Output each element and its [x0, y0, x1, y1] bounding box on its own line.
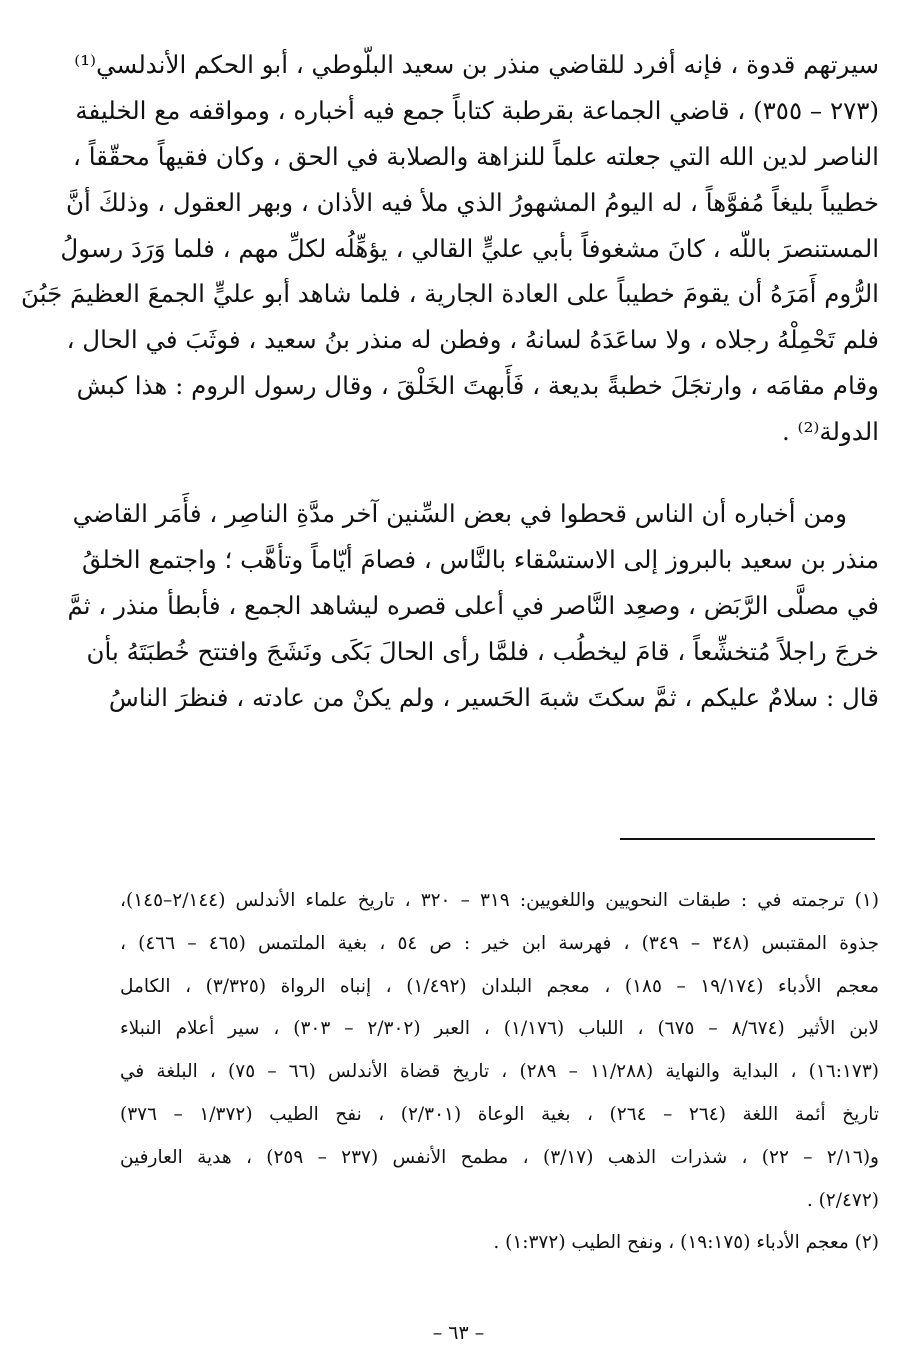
paragraph-2	[67, 491, 879, 720]
footnote-line: (٢) معجم الأدباء (١٩:١٧٥) ، ونفح الطيب (١:٣٧٢) .	[493, 1232, 879, 1254]
footnotes	[120, 880, 879, 1265]
footnote-line: تاريخ أئمة اللغة (٢٦٤ – ٢٦٤) ، بغية الوعاة (٢/٣٠١) ، نفح الطيب (١/٣٧٢ – ٣٧٦)	[120, 1103, 879, 1125]
page-number: – ٦٣ –	[432, 1322, 485, 1344]
text-line: المستنصرَ باللّه ، كانَ مشغوفاً بأبي عليٍّ القالي ، يؤهِّلُه لكلِّ مهم ، فلما وَرَدَ رسولُ	[60, 233, 879, 263]
footnote-line: (١) ترجمته في : طبقات النحويين واللغويين: ٣١٩ – ٣٢٠ ، تاريخ علماء الأندلس (٢/١٤٤–١٤٥)،	[120, 890, 880, 911]
main-text	[21, 42, 879, 720]
paragraph-1	[21, 42, 879, 455]
footnote-2	[120, 1222, 879, 1265]
text-line: سيرتهم قدوة ، فإنه أفرد للقاضي منذر بن سعيد البلّوطي ، أبو الحكم الأندلسي⁽¹⁾	[74, 50, 879, 79]
footnote-line: جذوة المقتبس (٣٤٨ – ٣٤٩) ، فهرسة ابن خير : ص ٥٤ ، بغية الملتمس (٤٦٥ – ٤٦٦) ،	[120, 932, 880, 954]
text-line: ومن أخباره أن الناس قحطوا في بعض السِّنين آخر مدَّةِ الناصِر ، فأَمَر القاضي	[72, 499, 847, 529]
footnote-line: (٢/٤٧٢) .	[806, 1189, 879, 1211]
text-line: وقام مقامَه ، وارتجَلَ خطبةً بديعة ، فَأَبهتَ الخَلْقَ ، وقال رسول الروم : هذا كبش	[76, 371, 879, 401]
text-line: قال : سلامٌ عليكم ، ثمَّ سكتَ شبهَ الحَسير ، ولم يكنْ من عادته ، فنظرَ الناسُ	[108, 682, 879, 712]
text-line: خطيباً بليغاً مُفوَّهاً ، له اليومُ المشهورُ الذي ملأ فيه الأذان ، وبهر العقول ، وذلكَ أنَّ	[66, 187, 879, 217]
footnote-divider	[620, 838, 875, 840]
footnote-line: معجم الأدباء (١٩/١٧٤ – ١٨٥) ، معجم البلدان (١/٤٩٢) ، إنباه الرواة (٣/٣٢٥) ، الكامل	[120, 975, 880, 997]
footnote-line: و(٢/١٦ – ٢٢) ، شذرات الذهب (٣/١٧) ، مطمح الأنفس (٢٣٧ – ٢٥٩) ، هدية العارفين	[120, 1146, 879, 1168]
text-line: خرجَ راجلاً مُتخشِّعاً ، قامَ ليخطُب ، فلمَّا رأى الحالَ بَكَى ونَشَجَ وافتتح خُطبَتَهُ بأن	[86, 636, 879, 666]
text-line: منذر بن سعيد بالبروز إلى الاستسْقاء بالنَّاس ، فصامَ أيّاماً وتأهَّب ؛ واجتمع الخلقُ	[81, 544, 879, 574]
text-line: فلم تَحْمِلْهُ رجلاه ، ولا ساعَدَهُ لسانهُ ، وفطن له منذر بنُ سعيد ، فوثَبَ في الحال ،	[66, 325, 879, 355]
text-line: في مصلَّى الرَّبَض ، وصعِد النَّاصر في أعلى قصره ليشاهد الجمع ، فأبطأ منذر ، ثمَّ	[67, 590, 879, 620]
text-line: (٢٧٣ – ٣٥٥) ، قاضي الجماعة بقرطبة كتاباً جمع فيه أخباره ، ومواقفه مع الخليفة	[75, 95, 879, 125]
text-line: الناصر لدين الله التي جعلته علماً للنزاهة والصلابة في الحق ، وكان فقيهاً محقّقاً ،	[73, 141, 879, 171]
footnote-line: (١٦:١٧٣) ، البداية والنهاية (١١/٢٨٨ – ٢٨٩) ، تاريخ قضاة الأندلس (٦٦ – ٧٥) ، البلغة في	[120, 1061, 880, 1083]
text-line: الدولة⁽²⁾ .	[781, 417, 879, 447]
paragraph-gap	[120, 455, 879, 491]
footnote-line: لابن الأثير (٨/٦٧٤ – ٦٧٥) ، اللباب (١/١٧٦) ، العبر (٢/٣٠٢ – ٣٠٣) ، سير أعلام النبلاء	[120, 1018, 879, 1040]
footnote-1	[120, 880, 879, 1222]
text-line: الرُّوم أَمَرَهُ أن يقومَ خطيباً على العادة الجارية ، فلما شاهد أبو عليٍّ الجمعَ العظيمَ جَبُنَ	[21, 279, 879, 309]
